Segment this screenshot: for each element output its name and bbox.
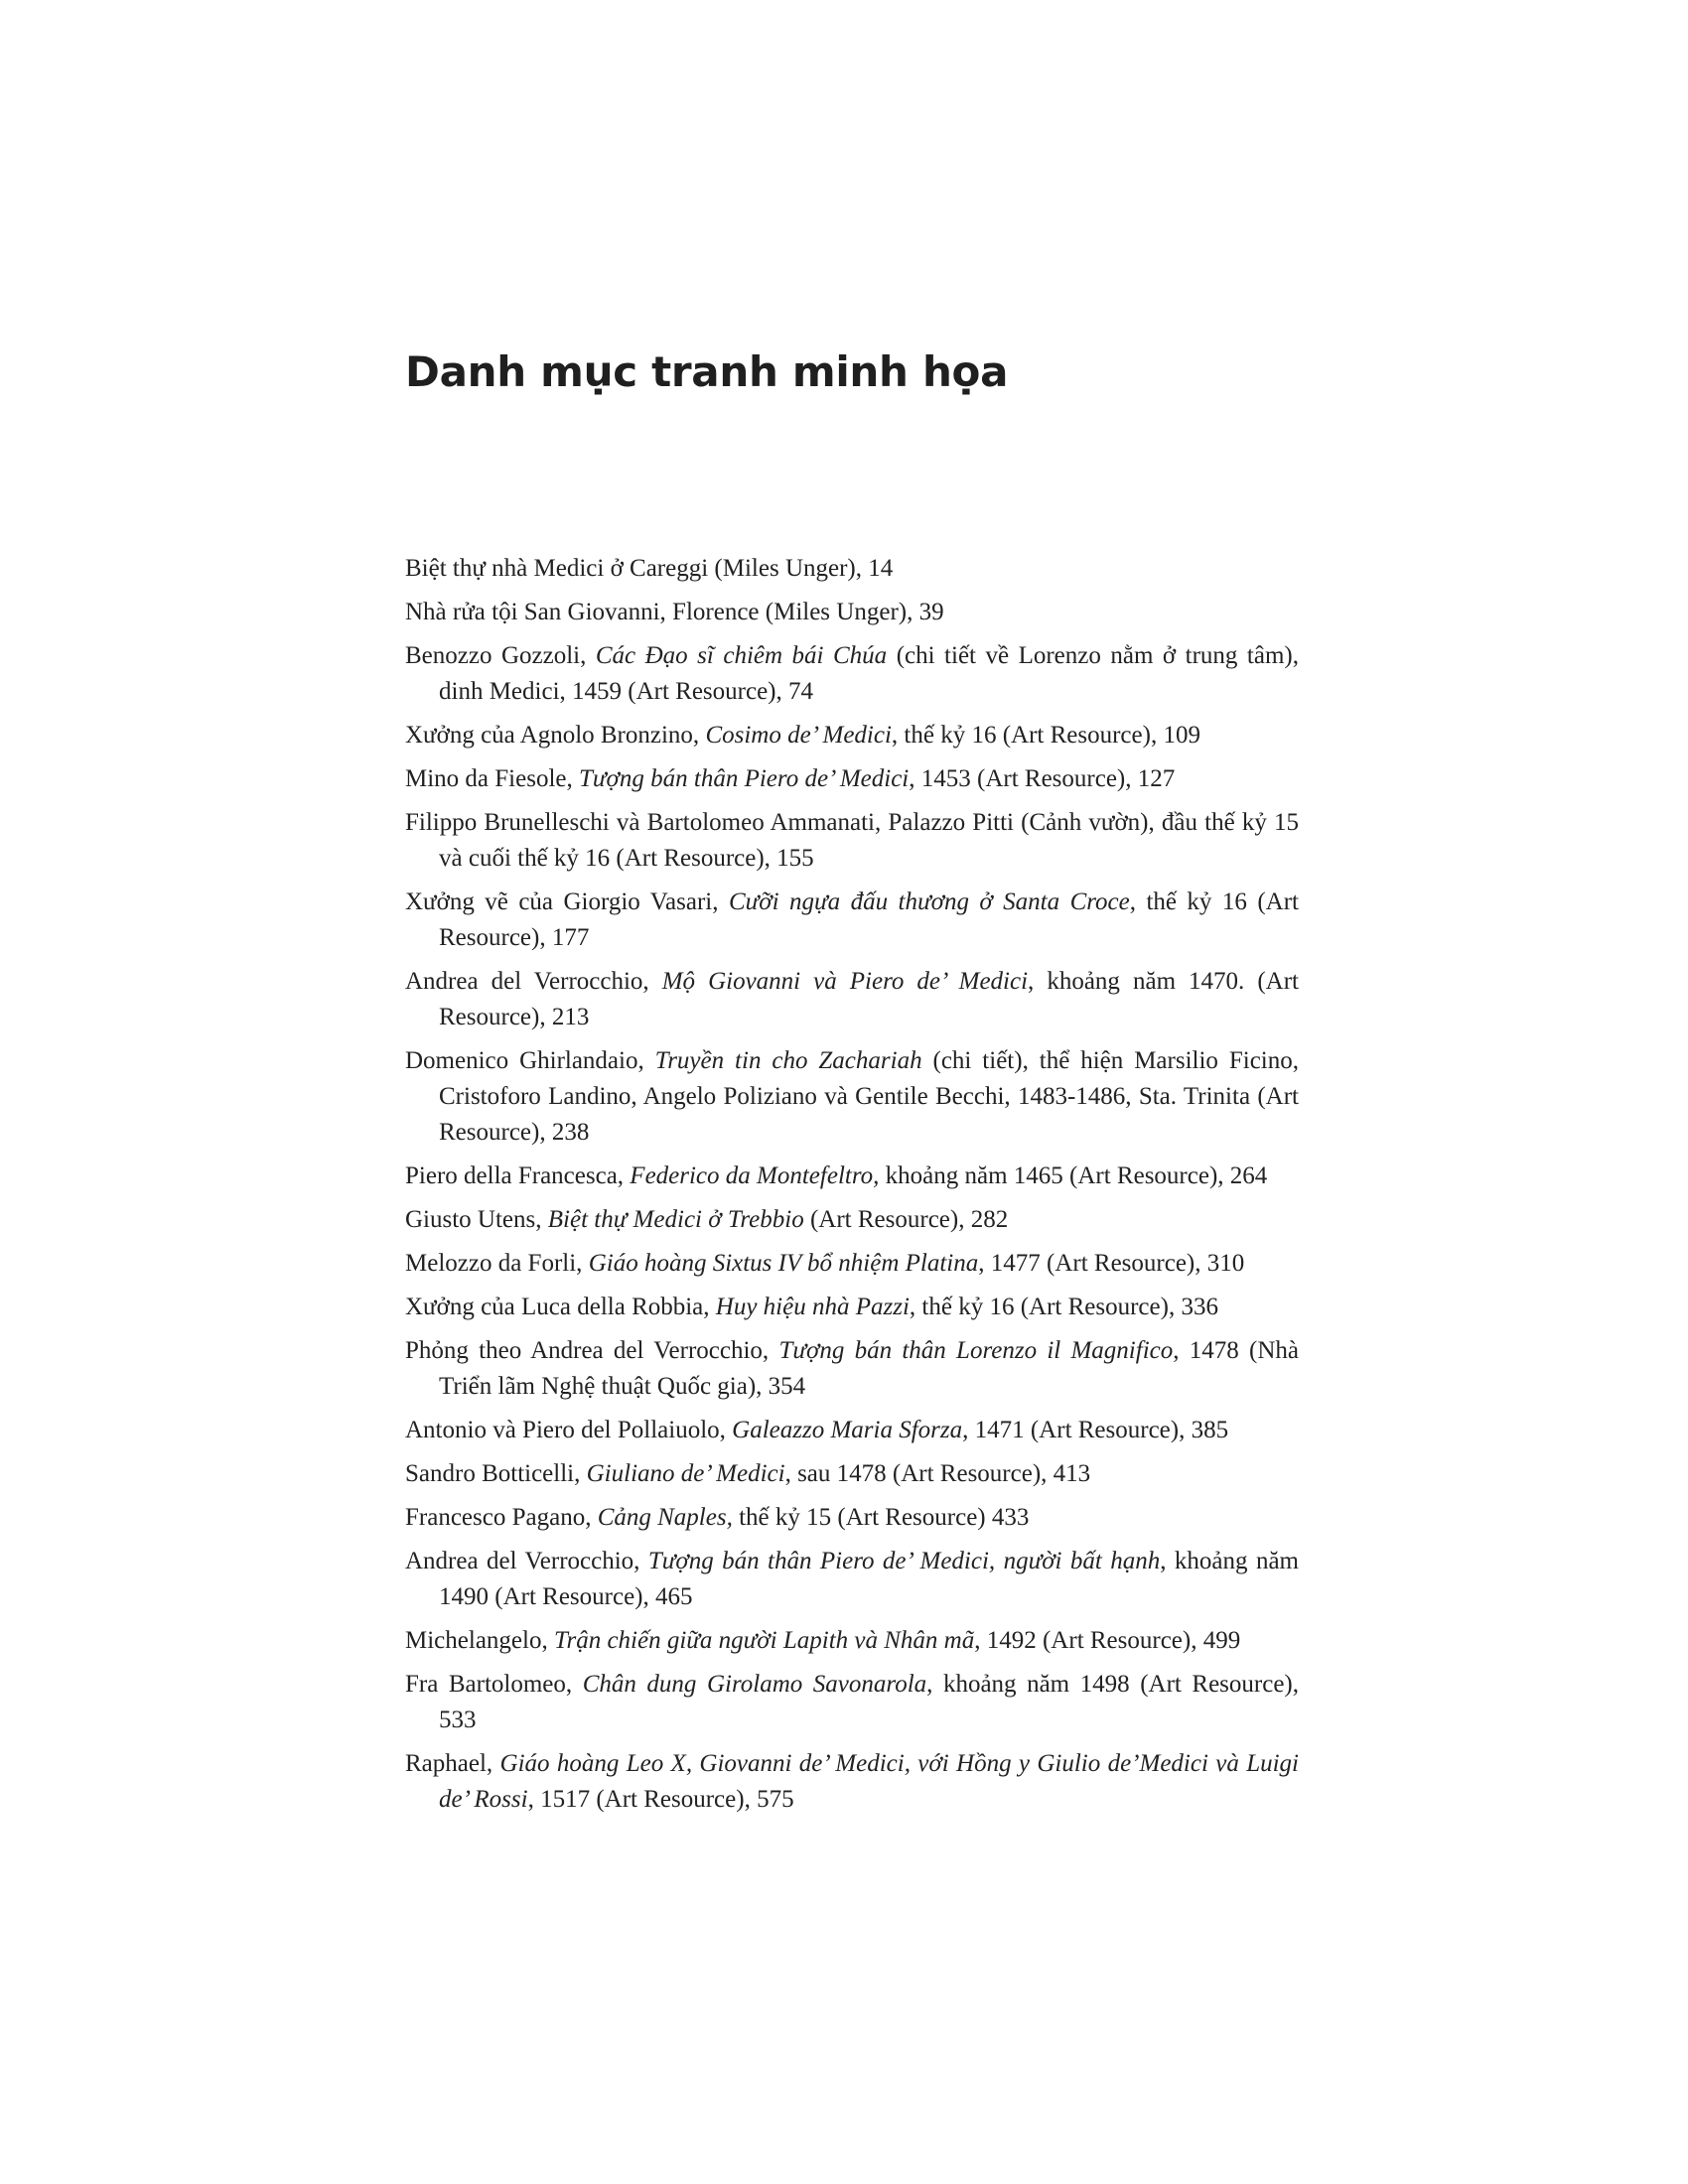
list-item — [405, 1623, 1299, 1659]
artwork-title: Tượng bán thân Piero de’ Medici, người bất hạnh — [647, 1548, 1161, 1574]
entry-details: , 1477 (Art Resource), 310 — [978, 1250, 1245, 1277]
entry-details: , thế kỷ 16 (Art Resource), 177 — [439, 888, 1299, 951]
entry-text: Francesco Pagano, — [405, 1504, 598, 1531]
list-item — [405, 1290, 1299, 1325]
list-item — [405, 551, 1299, 587]
artwork-title: Cưỡi ngựa đấu thương ở Santa Croce — [728, 888, 1130, 915]
entry-details: khoảng năm 1465 (Art Resource), 264 — [879, 1162, 1268, 1189]
artwork-title: Giáo hoàng Leo X, Giovanni de’ Medici, với Hồng y Giulio de’Medici và Luigi de’ Rossi — [439, 1750, 1299, 1813]
artwork-title: Chân dung Girolamo Savonarola — [582, 1671, 927, 1698]
entry-details: , thế kỷ 16 (Art Resource), 336 — [909, 1294, 1218, 1320]
entry-text: Mino da Fiesole, — [405, 765, 579, 792]
artwork-title: Tượng bán thân Piero de’ Medici — [579, 765, 910, 792]
entry-text: Xưởng của Agnolo Bronzino, — [405, 722, 706, 749]
entry-text: Phỏng theo Andrea del Verrocchio, — [405, 1337, 779, 1364]
artwork-title: Huy hiệu nhà Pazzi — [715, 1294, 910, 1320]
artwork-title: Các Đạo sĩ chiêm bái Chúa — [595, 642, 888, 669]
list-item — [405, 1500, 1299, 1536]
entry-details: , 1471 (Art Resource), 385 — [962, 1417, 1229, 1443]
entry-details: (Art Resource), 282 — [803, 1206, 1009, 1233]
entry-details: , 1492 (Art Resource), 499 — [974, 1627, 1241, 1654]
entry-text: Sandro Botticelli, — [405, 1460, 587, 1487]
entry-text: Andrea del Verrocchio, — [405, 1548, 648, 1574]
entry-details: thế kỷ 15 (Art Resource) 433 — [732, 1504, 1030, 1531]
entry-details: , 1478 (Nhà Triển lãm Nghệ thuật Quốc gia), 354 — [439, 1337, 1299, 1400]
list-item — [405, 1456, 1299, 1492]
entry-text: Nhà rửa tội San Giovanni, Florence (Miles Unger), 39 — [405, 599, 944, 625]
entry-text: Piero della Francesca, — [405, 1162, 631, 1189]
entry-text: Melozzo da Forli, — [405, 1250, 589, 1277]
illustration-list — [405, 551, 1299, 1826]
artwork-title: Mộ Giovanni và Piero de’ Medici — [661, 968, 1029, 995]
list-item — [405, 638, 1299, 710]
artwork-title: Trận chiến giữa người Lapith và Nhân mã — [553, 1627, 975, 1654]
entry-text: Giusto Utens, — [405, 1206, 548, 1233]
entry-details: , khoảng năm 1470. (Art Resource), 213 — [439, 968, 1299, 1030]
entry-text: Filippo Brunelleschi và Bartolomeo Ammanati, Palazzo Pitti (Cảnh vườn), đầu thế kỷ 15 và cuối thế kỷ 16 (Art Resource), 155 — [405, 809, 1299, 872]
entry-text: Michelangelo, — [405, 1627, 554, 1654]
list-item — [405, 1413, 1299, 1448]
list-item — [405, 718, 1299, 753]
list-item — [405, 1667, 1299, 1738]
entry-details: , sau 1478 (Art Resource), 413 — [784, 1460, 1091, 1487]
entry-details: , khoảng năm 1490 (Art Resource), 465 — [439, 1548, 1299, 1610]
entry-text: Antonio và Piero del Pollaiuolo, — [405, 1417, 733, 1443]
list-item — [405, 805, 1299, 877]
list-item — [405, 964, 1299, 1035]
artwork-title: Galeazzo Maria Sforza — [732, 1417, 963, 1443]
page-title: Danh mục tranh minh họa — [405, 347, 1009, 396]
entry-details: (chi tiết về Lorenzo nằm ở trung tâm), dinh Medici, 1459 (Art Resource), 74 — [439, 642, 1299, 705]
entry-details: , 1453 (Art Resource), 127 — [909, 765, 1176, 792]
entry-text: Fra Bartolomeo, — [405, 1671, 583, 1698]
list-item — [405, 1544, 1299, 1615]
list-item — [405, 761, 1299, 797]
artwork-title: Federico da Montefeltro, — [630, 1162, 880, 1189]
artwork-title: Cảng Naples, — [597, 1504, 733, 1531]
artwork-title: Tượng bán thân Lorenzo il Magnifico — [778, 1337, 1174, 1364]
artwork-title: Cosimo de’ Medici — [705, 722, 892, 749]
artwork-title: Truyền tin cho Zachariah — [654, 1047, 922, 1074]
entry-details: , 1517 (Art Resource), 575 — [527, 1786, 794, 1813]
list-item — [405, 595, 1299, 630]
entry-details: (chi tiết), thể hiện Marsilio Ficino, Cristoforo Landino, Angelo Poliziano và Gentile Becchi, 1483-1486, Sta. Trinita (Art Resource), 238 — [439, 1047, 1299, 1146]
list-item — [405, 1333, 1299, 1405]
artwork-title: Biệt thự Medici ở Trebbio — [547, 1206, 804, 1233]
entry-details: , khoảng năm 1498 (Art Resource), 533 — [439, 1671, 1299, 1733]
entry-details: , thế kỷ 16 (Art Resource), 109 — [891, 722, 1200, 749]
artwork-title: Giáo hoàng Sixtus IV bổ nhiệm Platina — [588, 1250, 979, 1277]
entry-text: Benozzo Gozzoli, — [405, 642, 596, 669]
entry-text: Biệt thự nhà Medici ở Careggi (Miles Unger), 14 — [405, 555, 894, 582]
entry-text: Raphael, — [405, 1750, 500, 1777]
artwork-title: Giuliano de’ Medici — [586, 1460, 785, 1487]
list-item — [405, 1159, 1299, 1194]
entry-text: Xưởng của Luca della Robbia, — [405, 1294, 716, 1320]
list-item — [405, 1043, 1299, 1151]
list-item — [405, 1746, 1299, 1818]
entry-text: Xưởng vẽ của Giorgio Vasari, — [405, 888, 729, 915]
list-item — [405, 885, 1299, 956]
entry-text: Andrea del Verrocchio, — [405, 968, 662, 995]
entry-text: Domenico Ghirlandaio, — [405, 1047, 655, 1074]
list-item — [405, 1202, 1299, 1238]
list-item — [405, 1246, 1299, 1282]
